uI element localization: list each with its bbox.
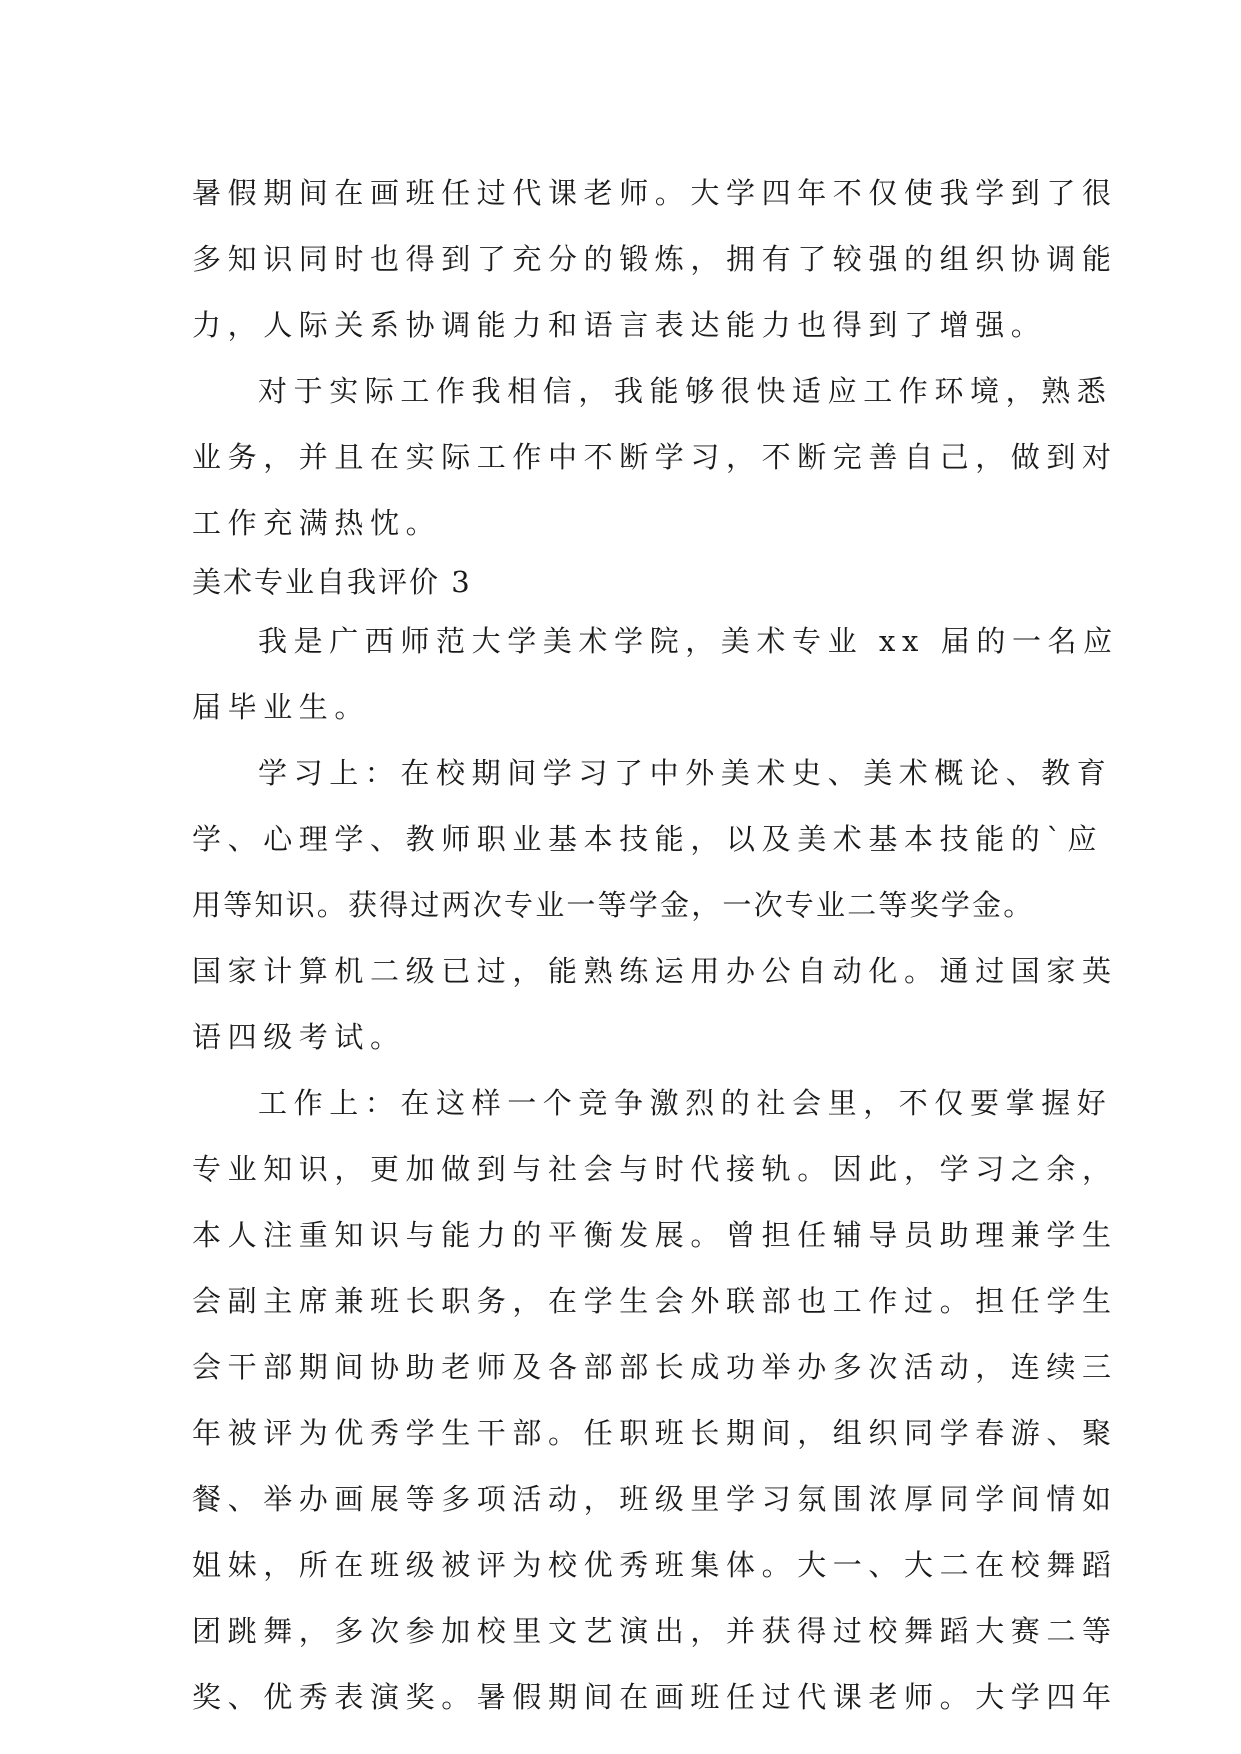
text-line: 语四级考试。	[192, 1020, 406, 1054]
text-line: 工作充满热忱。	[192, 506, 442, 540]
text-line: 多知识同时也得到了充分的锻炼，拥有了较强的组织协调能	[192, 242, 1118, 276]
section-heading: 美术专业自我评价 3	[192, 565, 472, 599]
text-line: 届毕业生。	[192, 690, 371, 724]
text-line: 暑假期间在画班任过代课老师。大学四年不仅使我学到了很	[192, 176, 1118, 210]
text-line: 本人注重知识与能力的平衡发展。曾担任辅导员助理兼学生	[192, 1218, 1118, 1252]
text-line: 姐妹，所在班级被评为校优秀班集体。大一、大二在校舞蹈	[192, 1548, 1118, 1582]
text-line: 业务，并且在实际工作中不断学习，不断完善自己，做到对	[192, 440, 1118, 474]
text-line: 我是广西师范大学美术学院，美术专业 xx 届的一名应	[258, 624, 1119, 658]
text-line: 奖、优秀表演奖。暑假期间在画班任过代课老师。大学四年	[192, 1680, 1118, 1714]
text-line: 工作上：在这样一个竞争激烈的社会里，不仅要掌握好	[258, 1086, 1113, 1120]
document-body	[192, 160, 1119, 1730]
text-line: 团跳舞，多次参加校里文艺演出，并获得过校舞蹈大赛二等	[192, 1614, 1118, 1648]
text-line: 对于实际工作我相信，我能够很快适应工作环境，熟悉	[258, 374, 1113, 408]
text-line: 力，人际关系协调能力和语言表达能力也得到了增强。	[192, 308, 1047, 342]
text-line: 学、心理学、教师职业基本技能，以及美术基本技能的`应	[192, 822, 1104, 856]
text-line: 学习上：在校期间学习了中外美术史、美术概论、教育	[258, 756, 1113, 790]
text-line: 餐、举办画展等多项活动，班级里学习氛围浓厚同学间情如	[192, 1482, 1118, 1516]
text-line: 专业知识，更加做到与社会与时代接轨。因此，学习之余，	[192, 1152, 1118, 1186]
text-line: 会副主席兼班长职务，在学生会外联部也工作过。担任学生	[192, 1284, 1118, 1318]
text-line: 年被评为优秀学生干部。任职班长期间，组织同学春游、聚	[192, 1416, 1118, 1450]
text-line: 会干部期间协助老师及各部部长成功举办多次活动，连续三	[192, 1350, 1118, 1384]
text-line: 国家计算机二级已过，能熟练运用办公自动化。通过国家英	[192, 954, 1118, 988]
text-line: 用等知识。获得过两次专业一等学金，一次专业二等奖学金。	[192, 888, 1035, 922]
